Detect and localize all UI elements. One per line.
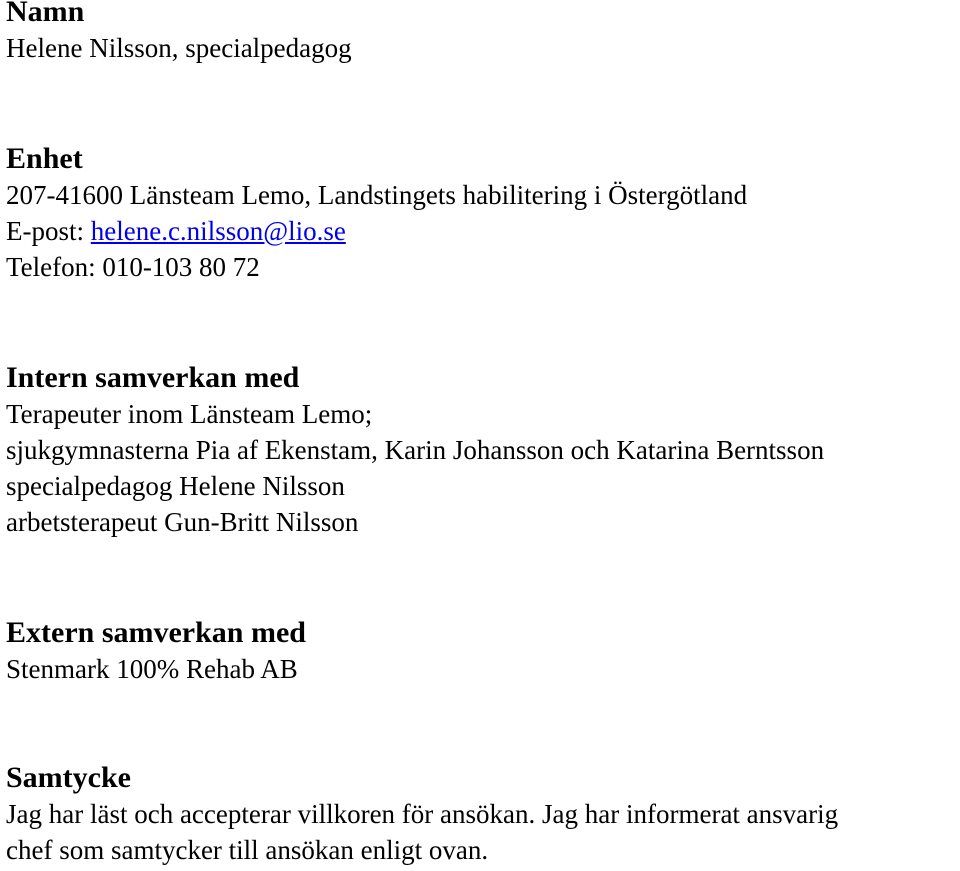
extern-value: Stenmark 100% Rehab AB (6, 654, 298, 684)
intern-line: Terapeuter inom Länsteam Lemo; (6, 399, 373, 429)
heading-intern-samverkan: Intern samverkan med (6, 361, 300, 394)
email-label: E-post: (6, 216, 91, 246)
heading-namn: Namn (6, 0, 85, 28)
heading-samtycke: Samtycke (6, 761, 131, 794)
enhet-email-line (6, 213, 747, 249)
heading-extern-samverkan: Extern samverkan med (6, 616, 306, 649)
namn-value: Helene Nilsson, specialpedagog (6, 33, 352, 63)
email-link[interactable]: helene.c.nilsson@lio.se (90, 216, 346, 246)
section-enhet (6, 141, 747, 285)
heading-enhet: Enhet (6, 142, 83, 175)
enhet-phone: Telefon: 010-103 80 72 (6, 252, 260, 282)
intern-line: arbetsterapeut Gun-Britt Nilsson (6, 507, 359, 537)
section-intern-samverkan (6, 360, 824, 540)
section-extern-samverkan (6, 615, 306, 687)
intern-line: specialpedagog Helene Nilsson (6, 471, 345, 501)
enhet-unit: 207-41600 Länsteam Lemo, Landstingets habilitering i Östergötland (6, 180, 748, 210)
section-namn (6, 0, 352, 66)
intern-line: sjukgymnasterna Pia af Ekenstam, Karin Johansson och Katarina Berntsson (6, 435, 825, 465)
samtycke-line: Jag har läst och accepterar villkoren för ansökan. Jag har informerat ansvarig (6, 799, 839, 829)
section-samtycke (6, 760, 838, 868)
samtycke-line: chef som samtycker till ansökan enligt ovan. (6, 835, 489, 865)
